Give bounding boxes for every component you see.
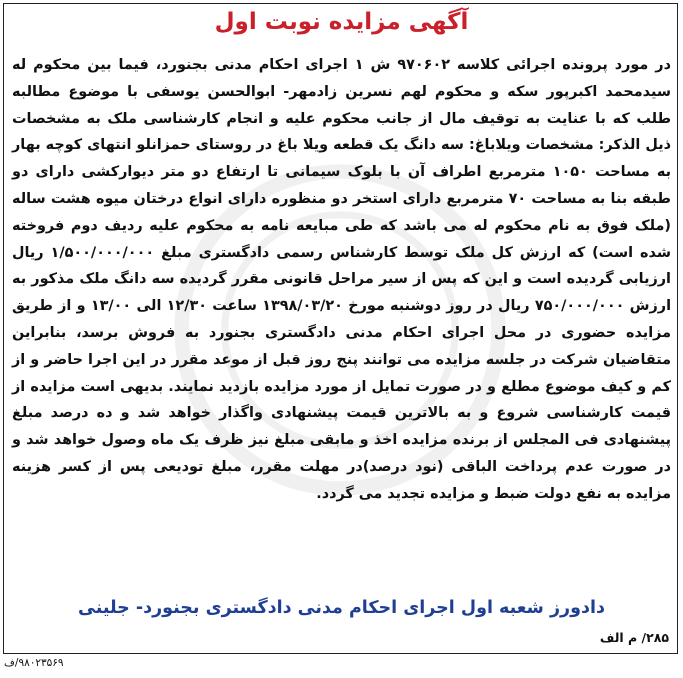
reference-code: ۲۸۵/ م الف: [599, 630, 669, 645]
notice-body: [12, 52, 671, 508]
document-id: ۹۸۰۲۳۵۶۹/ف: [4, 657, 64, 669]
notice-title: آگهی مزایده نوبت اول: [214, 9, 469, 35]
notice-signature: دادورز شعبه اول اجرای احکام مدنی دادگستری بجنورد- جلینی: [78, 598, 605, 618]
notice-paragraph: در مورد پرونده اجرائی کلاسه ۹۷۰۶۰۲ ش ۱ اجرای احکام مدنی بجنورد، فیما بین محکوم له سیدمحمد اکبرپور سکه و محکوم لهم نسرین زادمهر- ابوالحسن یوسفی با موضوع مطالبه طلب که با عنایت به توقیف مال از جانب محکوم علیه و انجام کارشناسی ملک به مشخصات ذیل الذکر: مشخصات ویلاباغ: سه دانگ یک قطعه ویلا باغ در روستای حمزانلو انتهای کوچه بهار به مساحت ۱۰۵۰ مترمربع اطراف آن با بلوک سیمانی تا ارتفاع دو متر دیوارکشی دارای دو طبقه بنا به مساحت ۷۰ مترمربع دارای استخر دو منظوره دارای انواع درختان میوه هشت ساله (ملک فوق به نام محکوم له می باشد که طی مبایعه نامه به محکوم علیه ردیف دوم فروخته شده است) که ارزش کل ملک توسط کارشناس رسمی دادگستری مبلغ ۱/۵۰۰/۰۰۰/۰۰۰ ریال ارزیابی گردیده است و این که پس از سیر مراحل قانونی مقرر گردیده سه دانگ ملک مذکور به ارزش ۷۵۰/۰۰۰/۰۰۰ ریال در روز دوشنبه مورخ ۱۳۹۸/۰۳/۲۰ ساعت ۱۲/۳۰ الی ۱۳/۰۰ و از طریق مزایده حضوری در محل اجرای احکام مدنی دادگستری بجنورد به فروش برسد، بنابراین متقاضیان شرکت در جلسه مزایده می توانند پنج روز قبل از موعد مقرر در این اجرا حاضر و از کم و کیف موضوع مطلع و در صورت تمایل از مورد مزایده بازدید نمایند. بدیهی است مزایده از قیمت کارشناسی شروع و به بالاترین قیمت پیشنهادی واگذار خواهد شد و ده درصد مبلغ پیشنهادی فی المجلس از برنده مزایده اخذ و مابقی مبلغ نیز ظرف یک ماه وصول خواهد شد و در صورت عدم پرداخت الباقی (نود درصد)در مهلت مقرر، مبلغ تودیعی پس از کسر هزینه مزایده به نفع دولت ضبط و مزایده تجدید می گردد.: [12, 57, 672, 502]
